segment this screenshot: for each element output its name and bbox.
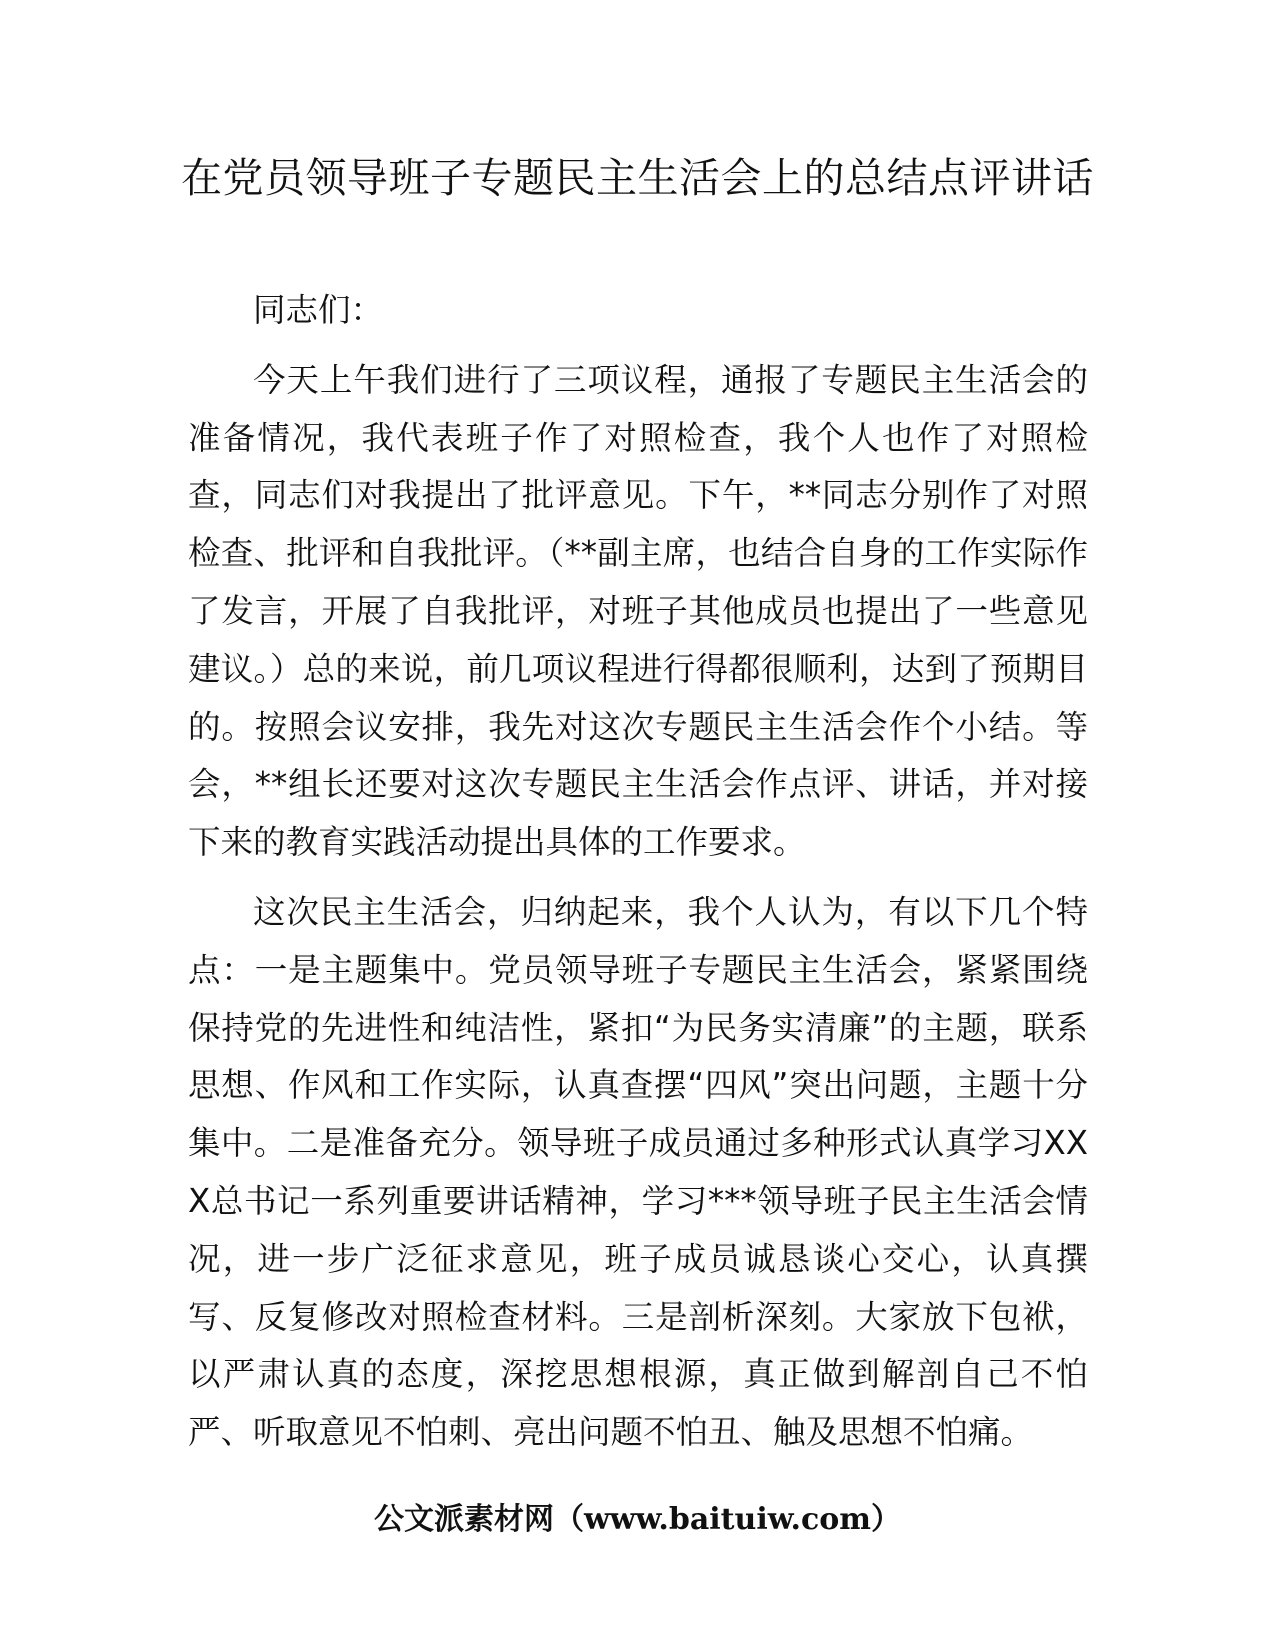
- document-body: [188, 282, 1088, 1474]
- paragraph-agenda-summary: 今天上午我们进行了三项议程，通报了专题民主生活会的准备情况，我代表班子作了对照检查，我个人也作了对照检查，同志们对我提出了批评意见。下午，**同志分别作了对照检查、批评和自我批评。（**副主席，也结合自身的工作实际作了发言，开展了自我批评，对班子其他成员也提出了一些意见建议。）总的来说，前几项议程进行得都很顺利，达到了预期目的。按照会议安排，我先对这次专题民主生活会作个小结。等会，**组长还要对这次专题民主生活会作点评、讲话，并对接下来的教育实践活动提出具体的工作要求。: [188, 360, 1088, 862]
- footer-watermark: 公文派素材网（www.baituiw.com）: [373, 1502, 902, 1537]
- salutation: 同志们：: [253, 291, 384, 329]
- paragraph-meeting-features: 这次民主生活会，归纳起来，我个人认为，有以下几个特点：一是主题集中。党员领导班子专题民主生活会，紧紧围绕保持党的先进性和纯洁性，紧扣“为民务实清廉”的主题，联系思想、作风和工作实际，认真查摆“四风”突出问题，主题十分集中。二是准备充分。领导班子成员通过多种形式认真学习XXX总书记一系列重要讲话精神，学习***领导班子民主生活会情况，进一步广泛征求意见，班子成员诚恳谈心交心，认真撰写、反复修改对照检查材料。三是剖析深刻。大家放下包袱，以严肃认真的态度，深挖思想根源，真正做到解剖自己不怕严、听取意见不怕刺、亮出问题不怕丑、触及思想不怕痛。: [188, 892, 1088, 1452]
- document-title: 在党员领导班子专题民主生活会上的总结点评讲话: [181, 154, 1094, 202]
